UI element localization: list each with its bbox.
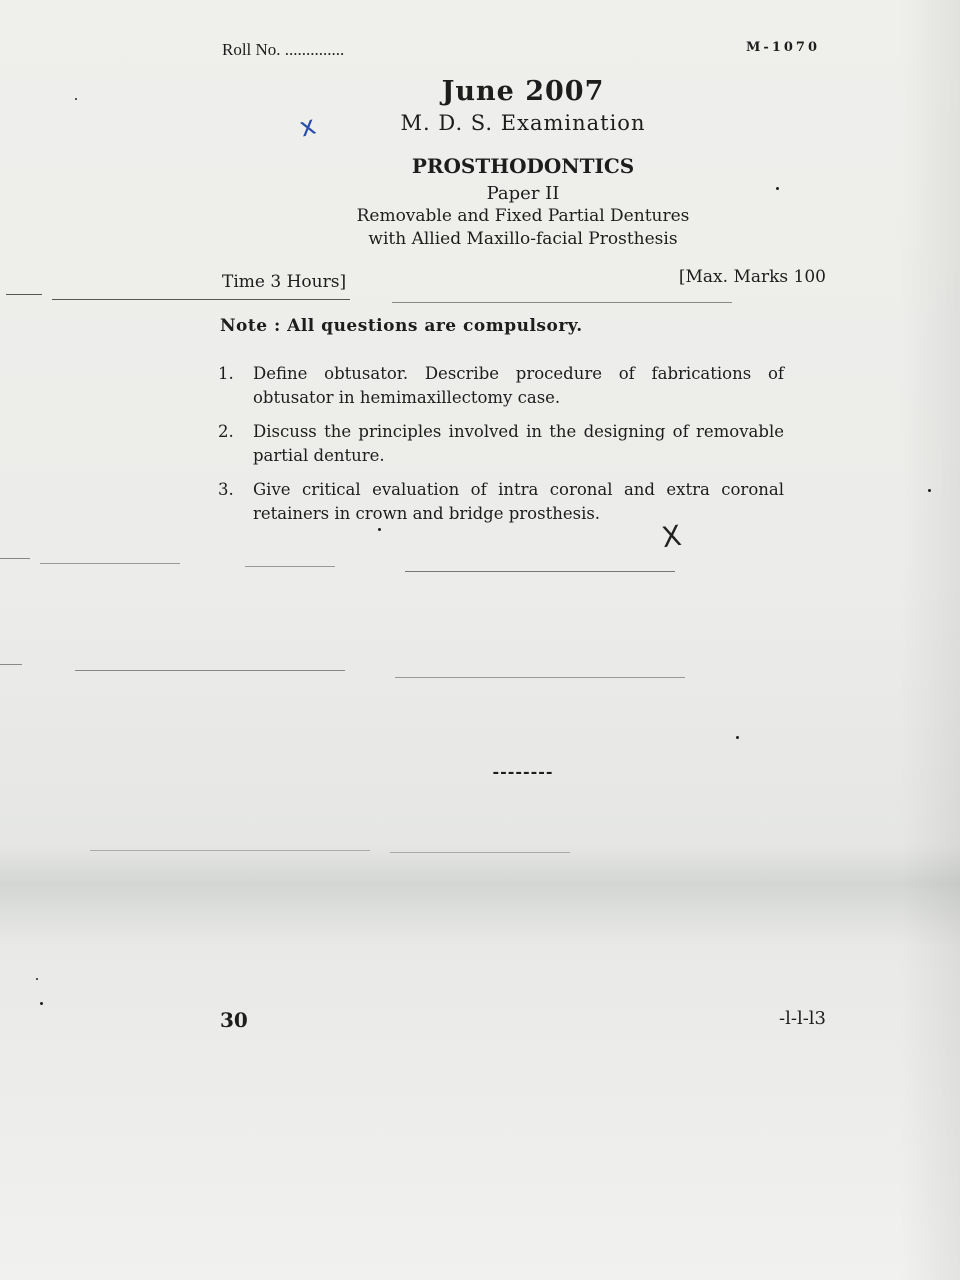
question-number: 2.: [218, 422, 234, 441]
ruled-line: [0, 664, 22, 665]
question-number: 3.: [218, 480, 234, 499]
instructions-note: Note : All questions are compulsory.: [220, 316, 583, 336]
ink-speck: [378, 528, 381, 531]
roll-number-field: Roll No. ..............: [222, 40, 345, 59]
paper-title-line-2: with Allied Maxillo-facial Prosthesis: [368, 229, 678, 249]
ruled-line: [75, 670, 345, 671]
ink-speck: [36, 978, 38, 980]
ink-speck: [928, 489, 931, 492]
header-divider: [52, 299, 350, 300]
ruled-line: [40, 563, 180, 564]
paper-number: Paper II: [486, 183, 560, 204]
ruled-line: [405, 571, 675, 572]
ruled-line: [0, 558, 30, 559]
ink-speck: [75, 98, 77, 100]
question-2: [218, 420, 784, 470]
question-text: Define obtusator. Describe procedure of fabrications of obtusator in hemimaxillectomy case.: [253, 364, 784, 407]
paper-code: M-1070: [746, 40, 820, 55]
ink-speck: [736, 736, 739, 739]
exam-month-year: June 2007: [441, 76, 605, 107]
ink-speck: [776, 187, 779, 190]
handwritten-cross-mark: X: [659, 518, 684, 555]
ink-speck: [40, 1002, 43, 1005]
ruled-line: [90, 850, 370, 851]
end-of-paper-marker: --------: [492, 762, 554, 781]
page-number: 30: [220, 1008, 248, 1032]
examination-name: M. D. S. Examination: [400, 111, 646, 135]
ruled-line: [395, 677, 685, 678]
max-marks: [Max. Marks 100: [678, 267, 826, 287]
ruled-line: [245, 566, 335, 567]
handwritten-cross-mark: x: [296, 110, 320, 144]
header-divider-left-stub: [6, 294, 42, 295]
paper-title-line-1: Removable and Fixed Partial Dentures: [356, 206, 690, 226]
time-allowed: Time 3 Hours]: [222, 272, 347, 292]
question-number: 1.: [218, 364, 234, 383]
header-divider-right: [392, 302, 732, 303]
question-3: [218, 478, 784, 528]
question-text: Discuss the principles involved in the designing of removable partial denture.: [253, 422, 784, 465]
question-1: [218, 362, 784, 412]
ruled-line: [390, 852, 570, 853]
subject-title: PROSTHODONTICS: [411, 154, 635, 178]
copy-code: -l-l-l3: [779, 1008, 826, 1029]
question-text: Give critical evaluation of intra coronal and extra coronal retainers in crown and bridge prosthesis.: [253, 480, 784, 523]
